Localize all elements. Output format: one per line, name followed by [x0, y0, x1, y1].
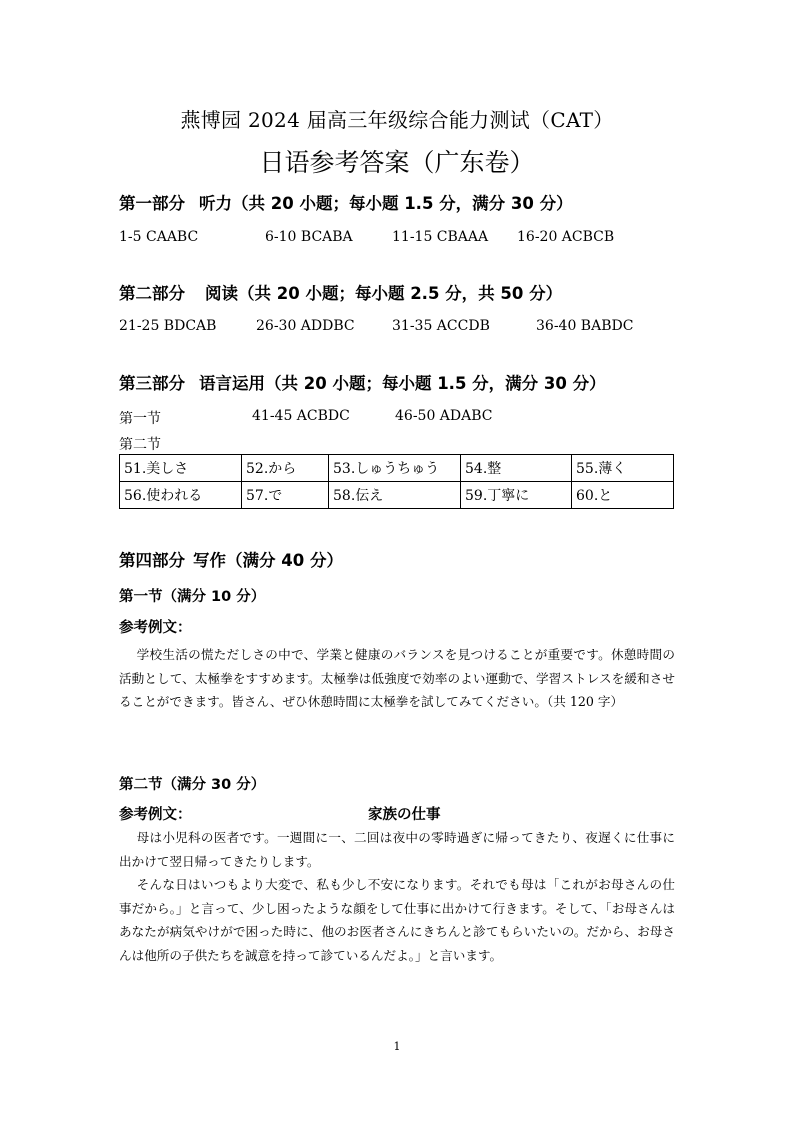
essay-paragraph: 母は小児科の医者です。一週間に一、二回は夜中の零時過ぎに帰ってきたり、夜遅くに仕事に出かけて翌日帰ってきたりします。 [119, 830, 675, 869]
part3-desc: 语言运用（共 20 小题；每小题 1.5 分，满分 30 分） [199, 374, 606, 393]
answer-group: 46-50 ADABC [395, 408, 493, 424]
part4-section1-title: 第一节（满分 10 分） [119, 589, 266, 605]
sample-essay-count: （共 120 字） [546, 694, 624, 709]
part4-desc: 写作（满分 40 分） [193, 551, 343, 570]
part4-section2-title: 第二节（满分 30 分） [119, 777, 266, 793]
page-number: 1 [393, 1040, 401, 1053]
table-cell: 60.と [572, 482, 674, 509]
section2-sample-text [119, 826, 675, 967]
part2-desc: 阅读（共 20 小题；每小题 2.5 分，共 50 分） [205, 284, 563, 303]
table-cell: 55.薄く [572, 455, 674, 482]
sample-essay-body: 学校生活の慌ただしさの中で、学業と健康のバランスを見つけることが重要です。休憩時間の活動として、太極拳をすすめます。太極拳は低強度で効率のよい運動で、学習ストレスを緩和させることができます。皆さん、ぜひ休憩時間に太極拳を試してみてください。 [119, 647, 675, 709]
answer-group: 6-10 BCABA [265, 229, 353, 245]
table-cell: 58.伝え [329, 482, 461, 509]
section1-sample-text [119, 643, 675, 714]
table-cell: 59.丁寧に [461, 482, 572, 509]
answer-key-title: 日语参考答案（广东卷） [259, 148, 535, 177]
part1-heading [119, 190, 573, 214]
part4-heading [119, 547, 343, 571]
essay-paragraph: そんな日はいつもより大変で、私も少し不安になります。それでも母は「これがお母さんの仕事だから。」と言って、少し困ったような顔をして仕事に出かけて行きます。そして、「お母さんはあなたが病気やけがで困った時に、他のお医者さんにきちんと診てもらいたいの。だから、お母さんは他所の子供たちを誠意を持って診ているんだよ。」と言います。 [119, 877, 675, 963]
exam-title: 燕博园 2024 届高三年级综合能力测试（CAT） [180, 108, 614, 132]
table-cell: 54.整 [461, 455, 572, 482]
part4-title: 第四部分 [119, 551, 185, 570]
table-cell: 51.美しさ [120, 455, 242, 482]
table-row [120, 482, 674, 509]
table-cell: 56.使われる [120, 482, 242, 509]
table-cell: 57.で [242, 482, 329, 509]
answer-group: 41-45 ACBDC [252, 408, 350, 424]
part3-section2-label: 第二节 [119, 437, 161, 453]
answer-group: 11-15 CBAAA [392, 229, 489, 245]
part2-title: 第二部分 [119, 284, 185, 303]
part3-title: 第三部分 [119, 374, 185, 393]
part3-section1-label: 第一节 [119, 411, 161, 427]
part2-heading [119, 280, 562, 304]
answer-group: 26-30 ADDBC [256, 318, 355, 334]
answer-group: 31-35 ACCDB [392, 318, 490, 334]
part4-section1-sample-label: 参考例文： [119, 620, 192, 636]
answer-group: 1-5 CAABC [119, 229, 199, 245]
table-row [120, 455, 674, 482]
answer-group: 16-20 ACBCB [517, 229, 615, 245]
table-cell: 53.しゅうちゅう [329, 455, 461, 482]
part4-section2-sample-label: 参考例文： [119, 807, 192, 823]
answer-table [119, 454, 674, 509]
answer-group: 21-25 BDCAB [119, 318, 217, 334]
answer-group: 36-40 BABDC [536, 318, 634, 334]
table-cell: 52.から [242, 455, 329, 482]
part3-heading [119, 370, 606, 394]
essay-title: 家族の仕事 [368, 807, 441, 823]
part1-desc: 听力（共 20 小题；每小题 1.5 分，满分 30 分） [199, 194, 573, 213]
part1-title: 第一部分 [119, 194, 185, 213]
